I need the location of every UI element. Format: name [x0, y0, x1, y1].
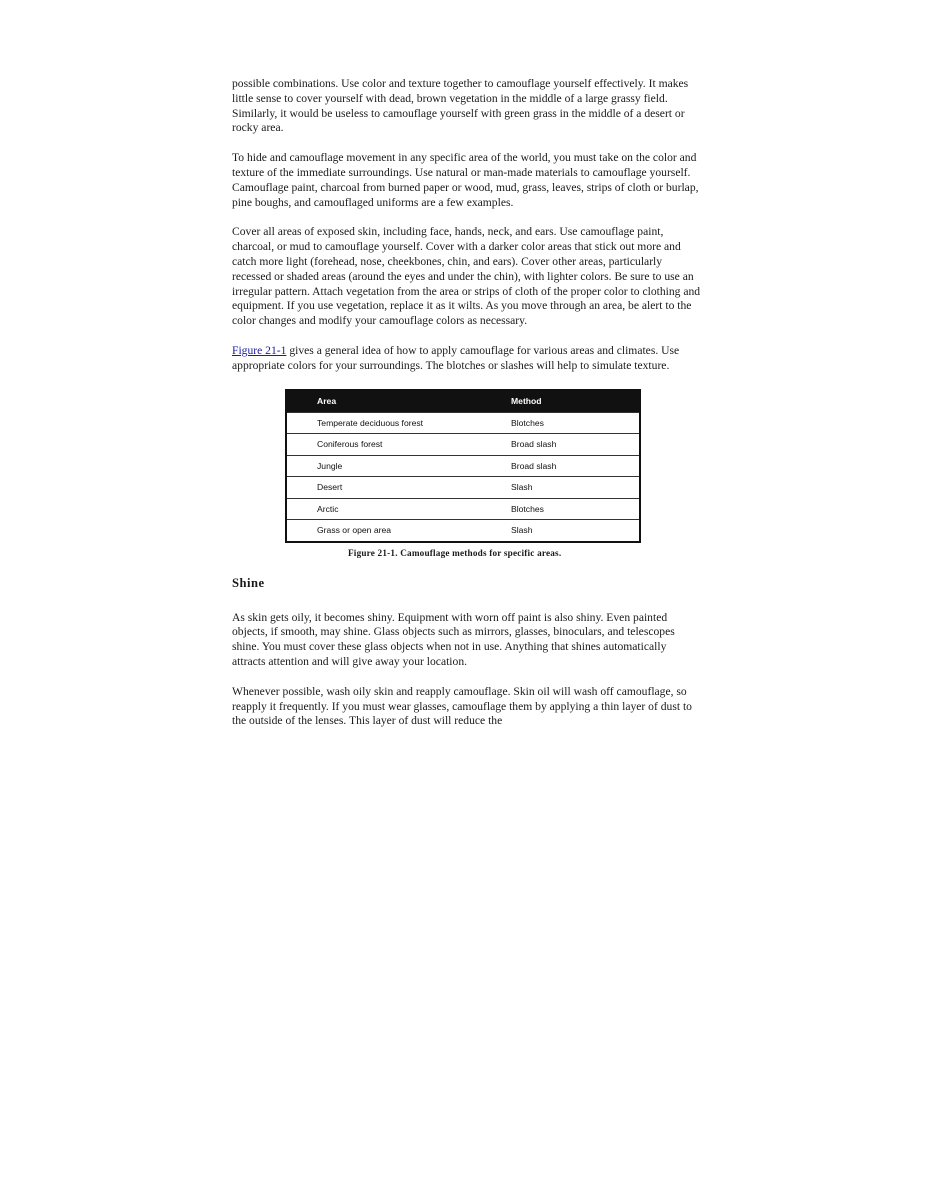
- cell-area: Temperate deciduous forest: [286, 412, 511, 434]
- table-row: [286, 412, 640, 434]
- figure-21-1-link[interactable]: Figure 21-1: [232, 343, 287, 357]
- table-row: [286, 434, 640, 456]
- cell-method: Broad slash: [511, 455, 640, 477]
- cell-method: Broad slash: [511, 434, 640, 456]
- paragraph-skin-oily: As skin gets oily, it becomes shiny. Equipment with worn off paint is also shiny. Even painted objects, if smooth, may shine. Glass objects such as mirrors, glasses, binoculars, and telescopes shine. You must cover these glass objects when not in use. Anything that shines automatically attracts attention and will give away your location.: [232, 610, 675, 668]
- paragraph-exposed-skin: Cover all areas of exposed skin, including face, hands, neck, and ears. Use camouflage paint, charcoal, or mud to camouflage yourself. Cover with a darker color areas that stick out more and catch more light (forehead, nose, cheekbones, chin, and ears). Cover other areas, particularly recessed or shaded areas (around the eyes and under the chin), with lighter colors. Be sure to use an irregular pattern. Attach vegetation from the area or strips of cloth of the proper color to clothing and equipment. If you use vegetation, replace it as it wilts. As you move through an area, be alert to the color changes and modify your camouflage colors as necessary.: [232, 225, 701, 328]
- table-row: [286, 520, 640, 542]
- table-header-row: [286, 390, 640, 413]
- table-row: [286, 498, 640, 520]
- header-area: Area: [286, 390, 511, 413]
- table-row: [286, 477, 640, 499]
- cell-method: Slash: [511, 477, 640, 499]
- cell-method: Blotches: [511, 498, 640, 520]
- table-row: [286, 455, 640, 477]
- cell-method: Blotches: [511, 412, 640, 434]
- header-method: Method: [511, 390, 640, 413]
- cell-area: Grass or open area: [286, 520, 511, 542]
- document-page: [232, 77, 702, 744]
- cell-area: Desert: [286, 477, 511, 499]
- cell-area: Arctic: [286, 498, 511, 520]
- figure-21-1: [232, 389, 702, 558]
- paragraph-hide-movement: To hide and camouflage movement in any specific area of the world, you must take on the color and texture of the immediate surroundings. Use natural or man-made materials to camouflage yourself. Camouflage paint, charcoal from burned paper or wood, mud, grass, leaves, strips of cloth or burlap, pine boughs, and camouflaged uniforms are a few examples.: [232, 151, 699, 209]
- figure-caption: Figure 21-1. Camouflage methods for specific areas.: [348, 547, 562, 558]
- camouflage-methods-table: [285, 389, 641, 543]
- cell-method: Slash: [511, 520, 640, 542]
- cell-area: Coniferous forest: [286, 434, 511, 456]
- section-heading-shine: Shine: [232, 575, 265, 590]
- figure-reference-text: gives a general idea of how to apply camouflage for various areas and climates. Use appropriate colors for your surroundings. The blotches or slashes will help to simulate texture.: [232, 343, 680, 372]
- cell-area: Jungle: [286, 455, 511, 477]
- paragraph-figure-reference: [232, 344, 702, 374]
- paragraph-combinations: possible combinations. Use color and texture together to camouflage yourself effectively. It makes little sense to cover yourself with dead, brown vegetation in the middle of a large grassy field. Similarly, it would be useless to camouflage yourself with green grass in the middle of a desert or rocky area.: [232, 77, 689, 135]
- paragraph-wash-skin: Whenever possible, wash oily skin and reapply camouflage. Skin oil will wash off camouflage, so reapply it frequently. If you must wear glasses, camouflage them by applying a thin layer of dust to the outside of the lenses. This layer of dust will reduce the: [232, 684, 692, 728]
